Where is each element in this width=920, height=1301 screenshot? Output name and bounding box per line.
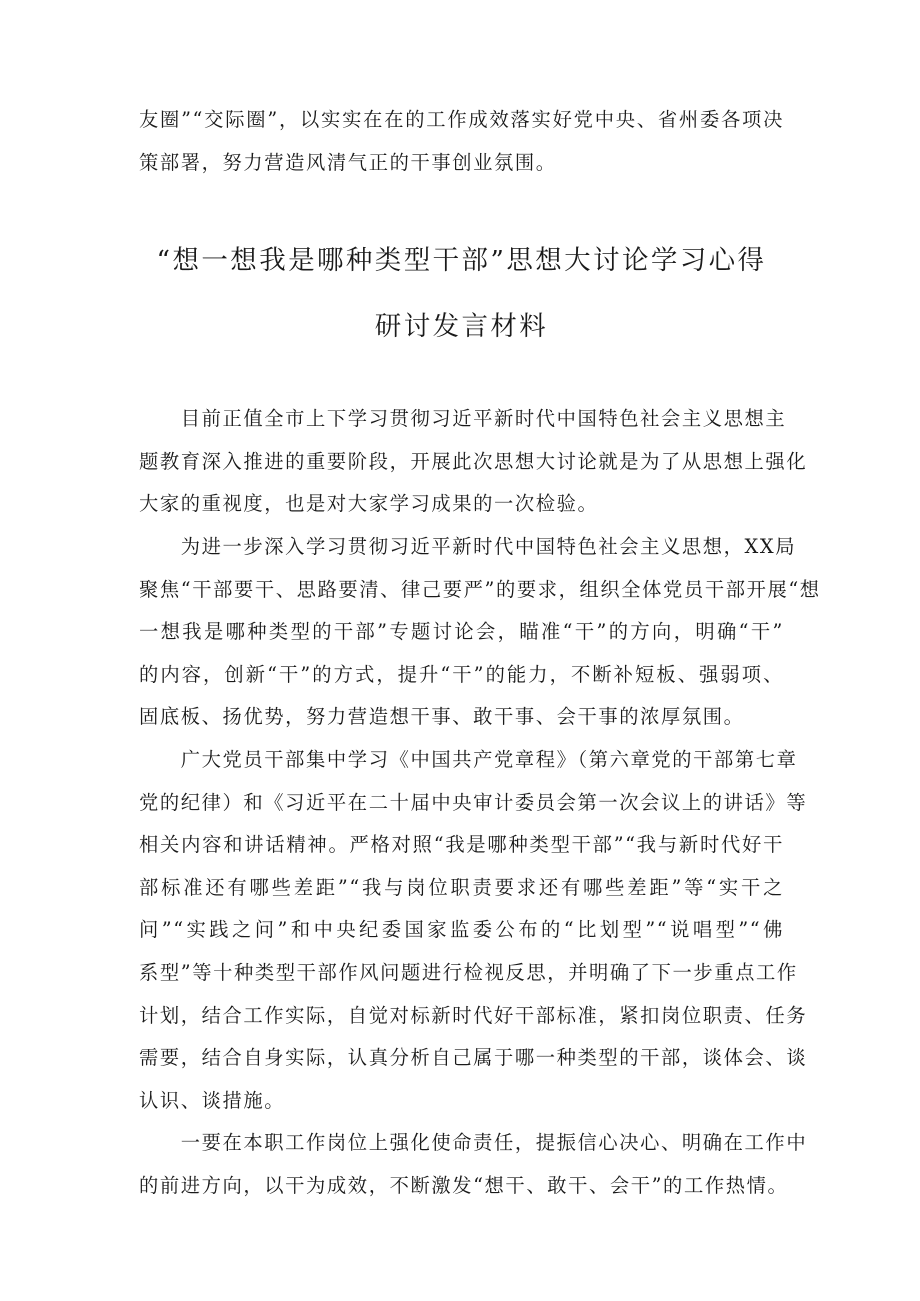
- text-line: 系型”等十种类型干部作风问题进行检视反思，并明确了下一步重点工作: [139, 960, 798, 984]
- text-line: 认识、谈措施。: [139, 1088, 286, 1112]
- text-line: 大家的重视度，也是对大家学习成果的一次检验。: [139, 492, 599, 516]
- document-title: [139, 228, 784, 360]
- body-paragraph: [139, 1122, 808, 1207]
- body-paragraph: [139, 739, 808, 1122]
- text-line: 部标准还有哪些差距”“我与岗位职责要求还有哪些差距”等“实干之: [139, 875, 784, 899]
- text-line: 一想我是哪种类型的干部”专题讨论会，瞄准“干”的方向，明确“干”: [139, 620, 784, 644]
- text-line: 固底板、扬优势，努力营造想干事、敢干事、会干事的浓厚氛围。: [139, 705, 745, 729]
- title-line: “想一想我是哪种类型干部”思想大讨论学习心得: [156, 245, 767, 277]
- document-page: [139, 99, 821, 1207]
- text-line: 为进一步深入学习贯彻习近平新时代中国特色社会主义思想，XX局: [139, 534, 797, 558]
- text-line: 广大党员干部集中学习《中国共产党章程》（第六章党的干部第七章: [139, 747, 798, 771]
- text-line: 的内容，创新“干”的方式，提升“干”的能力，不断补短板、强弱项、: [139, 662, 784, 686]
- intro-paragraph: [139, 99, 784, 184]
- text-line: 友圈”“交际圈”，以实实在在的工作成效落实好党中央、省州委各项决: [139, 108, 784, 131]
- text-line: 的前进方向，以干为成效，不断激发“想干、敢干、会干”的工作热情。: [139, 1173, 789, 1197]
- body-paragraph: [139, 526, 821, 739]
- text-line: 目前正值全市上下学习贯彻习近平新时代中国特色社会主义思想主: [139, 407, 787, 431]
- text-line: 聚焦“干部要干、思路要清、律己要严”的要求，组织全体党员干部开展“想: [139, 577, 821, 601]
- text-line: 问”“实践之问”和中央纪委国家监委公布的“比划型”“说唱型”“佛: [139, 918, 784, 942]
- text-line: 一要在本职工作岗位上强化使命责任，提振信心决心、明确在工作中: [139, 1131, 808, 1155]
- body-paragraph: [139, 398, 808, 526]
- text-line: 相关内容和讲话精神。严格对照“我是哪种类型干部”“我与新时代好干: [139, 833, 784, 857]
- text-line: 题教育深入推进的重要阶段，开展此次思想大讨论就是为了从思想上强化: [139, 449, 808, 473]
- text-line: 计划，结合工作实际，自觉对标新时代好干部标准，紧扣岗位职责、任务: [139, 1003, 808, 1027]
- text-line: 策部署，努力营造风清气正的干事创业氛围。: [139, 150, 557, 174]
- text-line: 党的纪律）和《习近平在二十届中央审计委员会第一次会议上的讲话》等: [139, 790, 808, 814]
- text-line: 需要，结合自身实际，认真分析自己属于哪一种类型的干部，谈体会、谈: [139, 1046, 808, 1070]
- title-line: 研讨发言材料: [374, 311, 549, 343]
